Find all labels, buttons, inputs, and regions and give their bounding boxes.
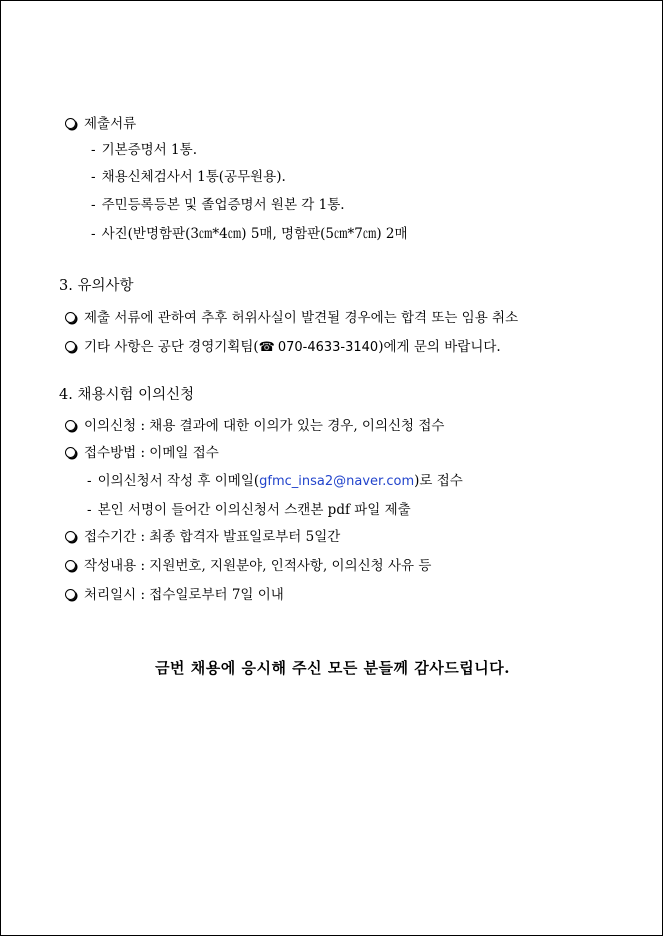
list-item: 접수기간 : 최종 합격자 발표일로부터 5일간	[65, 528, 340, 546]
circle-bullet-icon	[65, 341, 76, 352]
circle-bullet-icon	[65, 589, 76, 600]
list-item: 기타 사항은 공단 경영기획팀(☎ 070-4633-3140)에게 문의 바랍니다.	[65, 338, 501, 357]
circle-bullet-icon	[65, 531, 76, 542]
section-heading: 4. 채용시험 이의신청	[59, 387, 195, 403]
list-item: - 기본증명서 1통.	[91, 142, 197, 158]
phone-number: 070-4633-3140	[277, 340, 379, 355]
list-item: - 채용신체검사서 1통(공무원용).	[91, 169, 286, 185]
circle-bullet-icon	[65, 560, 76, 571]
list-item: 처리일시 : 접수일로부터 7일 이내	[65, 586, 284, 604]
circle-bullet-icon	[65, 118, 76, 129]
list-item: - 주민등록등본 및 졸업증명서 원본 각 1통.	[91, 197, 345, 213]
documents-title: 제출서류	[65, 115, 136, 133]
email-link[interactable]: gfmc_insa2@naver.com	[259, 474, 415, 489]
list-item: - 본인 서명이 들어간 이의신청서 스캔본 pdf 파일 제출	[87, 502, 411, 518]
circle-bullet-icon	[65, 447, 76, 458]
list-item: - 사진(반명함판(3㎝*4㎝) 5매, 명함판(5㎝*7㎝) 2매	[91, 226, 408, 242]
phone-icon: ☎	[258, 340, 275, 355]
list-item: 제출 서류에 관하여 추후 허위사실이 발견될 경우에는 합격 또는 임용 취소	[65, 309, 518, 327]
list-item: - 이의신청서 작성 후 이메일(gfmc_insa2@naver.com)로 접수	[87, 473, 463, 489]
circle-bullet-icon	[65, 312, 76, 323]
list-item: 이의신청 : 채용 결과에 대한 이의가 있는 경우, 이의신청 접수	[65, 417, 444, 435]
circle-bullet-icon	[65, 420, 76, 431]
closing-message: 금번 채용에 응시해 주신 모든 분들께 감사드립니다.	[155, 659, 510, 677]
section-heading: 3. 유의사항	[59, 278, 134, 294]
list-item: 접수방법 : 이메일 접수	[65, 444, 219, 462]
list-item: 작성내용 : 지원번호, 지원분야, 인적사항, 이의신청 사유 등	[65, 557, 431, 575]
